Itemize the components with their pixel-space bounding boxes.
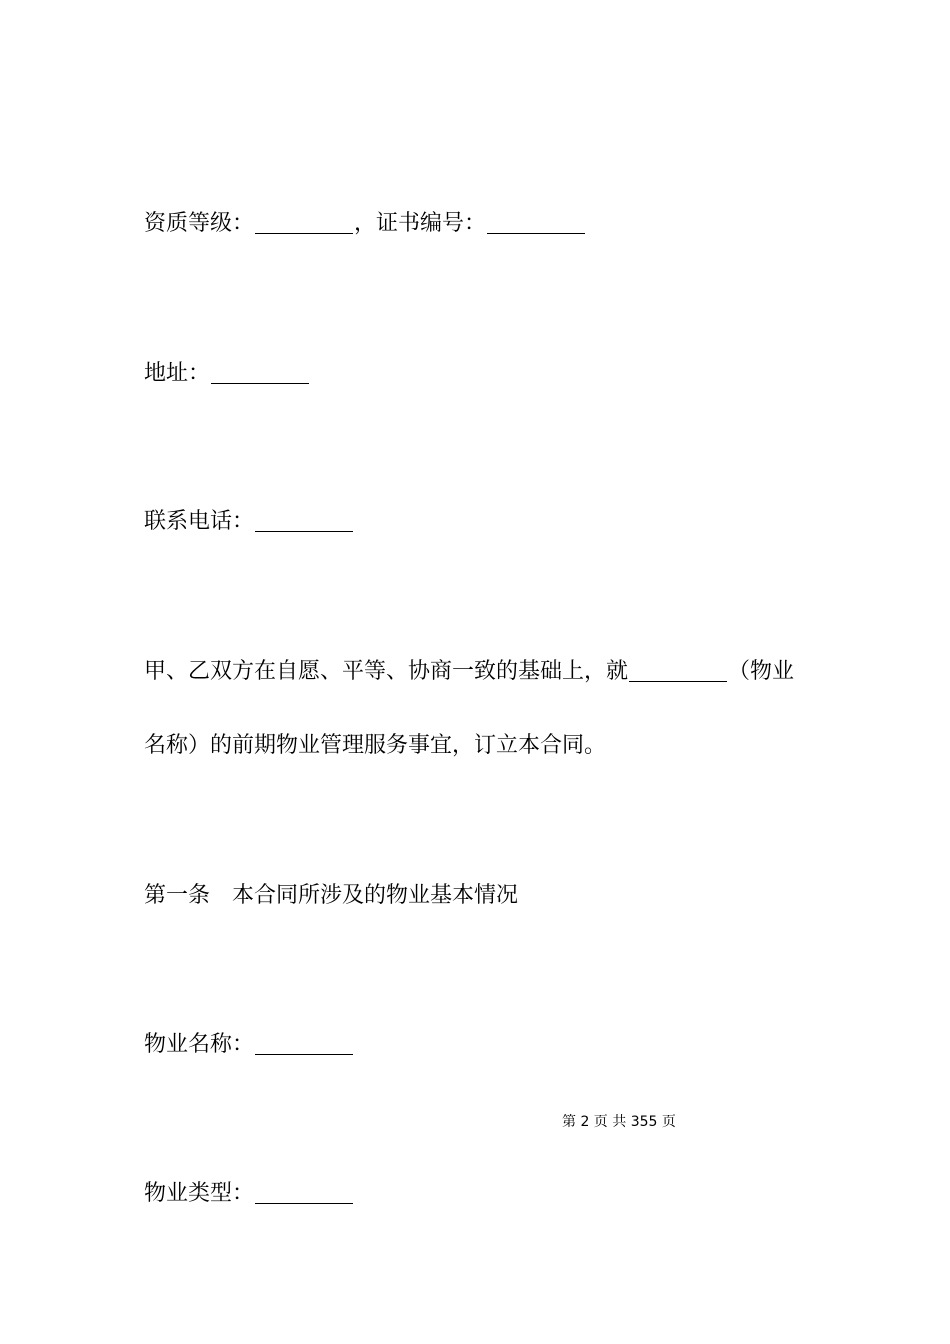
certificate-label: ，证书编号： (354, 211, 487, 236)
phone-blank (255, 509, 353, 532)
preamble-line-2 (144, 731, 606, 761)
qualification-label: 资质等级： (144, 211, 255, 236)
address-line (144, 359, 310, 389)
preamble-line-1 (144, 657, 794, 687)
phone-line (144, 507, 354, 537)
property-name-label: 物业名称： (144, 1032, 255, 1057)
address-label: 地址： (144, 361, 211, 386)
preamble-text-2: 名称）的前期物业管理服务事宜，订立本合同。 (144, 733, 607, 758)
property-name-field-blank (255, 1032, 353, 1055)
qualification-line (144, 209, 586, 239)
property-type-line (144, 1179, 354, 1209)
property-name-line (144, 1030, 354, 1060)
property-type-label: 物业类型： (144, 1181, 255, 1206)
property-name-blank (629, 659, 727, 682)
preamble-text-start: 甲、乙双方在自愿、平等、协商一致的基础上，就 (144, 659, 629, 684)
article-heading (144, 881, 518, 911)
preamble-text-end: （物业 (728, 659, 795, 684)
page-footer: 第 2 页 共 355 页 (562, 1114, 676, 1130)
qualification-blank (255, 211, 353, 234)
address-blank (211, 361, 309, 384)
property-type-blank (255, 1181, 353, 1204)
certificate-blank (487, 211, 585, 234)
phone-label: 联系电话： (144, 509, 255, 534)
article-heading-text: 第一条 本合同所涉及的物业基本情况 (144, 883, 519, 908)
